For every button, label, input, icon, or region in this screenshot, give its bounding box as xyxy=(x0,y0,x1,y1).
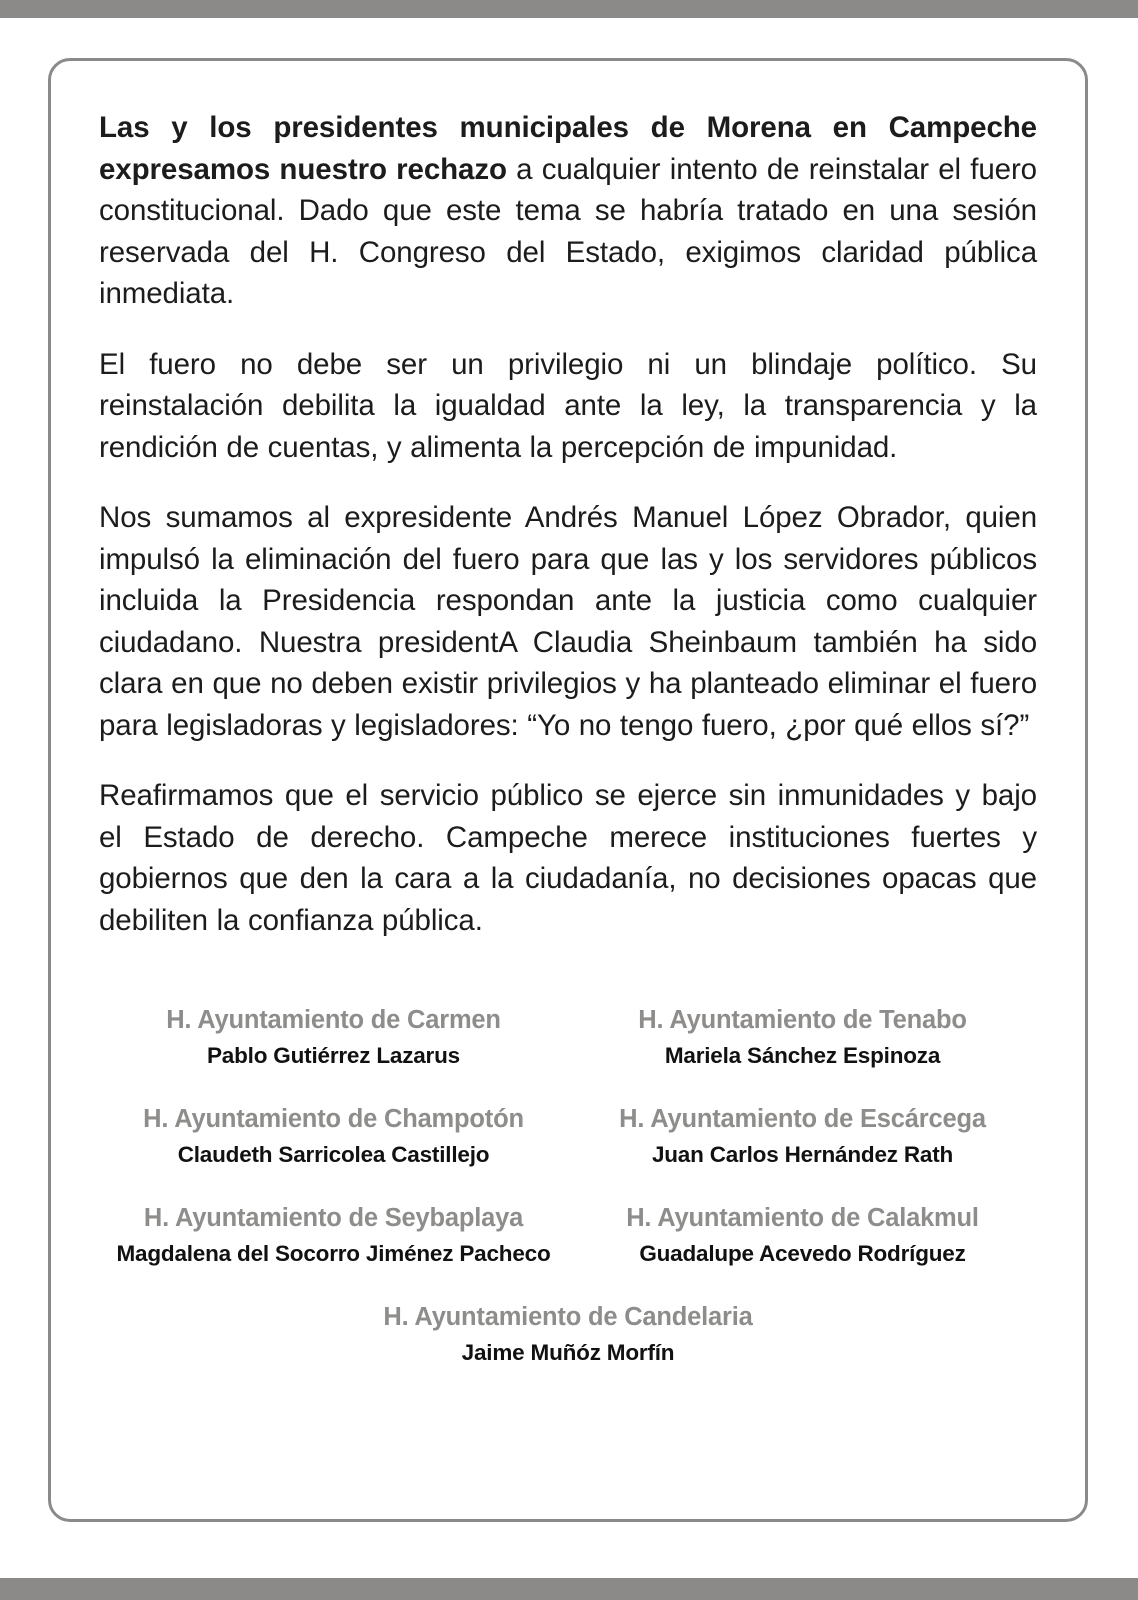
signature-entry-champoton xyxy=(99,1102,568,1171)
signature-org-label: H. Ayuntamiento de Champotón xyxy=(143,1105,524,1133)
signature-person-name: Pablo Gutiérrez Lazarus xyxy=(207,1043,460,1068)
signature-entry-escarcega xyxy=(568,1102,1037,1171)
signature-person-name: Guadalupe Acevedo Rodríguez xyxy=(639,1241,966,1266)
statement-card xyxy=(48,58,1088,1522)
signature-person-name: Juan Carlos Hernández Rath xyxy=(651,1142,954,1167)
signature-entry-tenabo xyxy=(568,1003,1037,1072)
paragraph-1-lead-bold: Las y los presidentes municipales de Morena en Campeche expresamos nuestro rechazo xyxy=(99,111,1037,186)
signature-row xyxy=(99,1201,1037,1270)
page-canvas xyxy=(0,18,1138,1578)
top-decorative-band xyxy=(0,0,1138,18)
signature-org-label: H. Ayuntamiento de Escárcega xyxy=(619,1105,986,1133)
paragraph-1 xyxy=(99,107,1037,315)
signature-org-label: H. Ayuntamiento de Seybaplaya xyxy=(143,1204,524,1232)
signature-entry-seybaplaya xyxy=(99,1201,568,1270)
paragraph-3: Nos sumamos al expresidente Andrés Manuel López Obrador, quien impulsó la eliminación del fuero para que las y los servidores públicos incluida la Presidencia respondan ante la justicia como cualquier ciudadano. Nuestra presidentA Claudia Sheinbaum también ha sido clara en que no deben existir privilegios y ha planteado eliminar el fuero para legisladoras y legisladores: “Yo no tengo fuero, ¿por qué ellos sí?” xyxy=(99,501,1037,742)
signature-row xyxy=(99,1102,1037,1171)
signature-entry-calakmul xyxy=(568,1201,1037,1270)
signature-block xyxy=(99,1003,1037,1369)
signature-entry-candelaria xyxy=(99,1300,1037,1369)
signature-org-label: H. Ayuntamiento de Candelaria xyxy=(383,1303,753,1331)
statement-card-content xyxy=(51,61,1085,1369)
bottom-decorative-band xyxy=(0,1578,1138,1600)
paragraph-1-rest: a cualquier intento de reinstalar el fuero constitucional. Dado que este tema se habría tratado en una sesión reservada del H. Congreso del Estado, exigimos claridad pública inmediata. xyxy=(99,152,1037,310)
signature-person-name: Magdalena del Socorro Jiménez Pacheco xyxy=(116,1241,551,1266)
signature-person-name: Claudeth Sarricolea Castillejo xyxy=(177,1142,490,1167)
signature-person-name: Mariela Sánchez Espinoza xyxy=(664,1043,941,1068)
signature-org-label: H. Ayuntamiento de Carmen xyxy=(166,1006,501,1034)
paragraph-4: Reafirmamos que el servicio público se ejerce sin inmunidades y bajo el Estado de derecho. Campeche merece instituciones fuertes y gobiernos que den la cara a la ciudadanía, no decisiones opacas que debiliten la confianza pública. xyxy=(99,779,1037,937)
paragraph-2: El fuero no debe ser un privilegio ni un blindaje político. Su reinstalación debilita la igualdad ante la ley, la transparencia y la rendición de cuentas, y alimenta la percepción de impunidad. xyxy=(99,347,1037,464)
signature-row xyxy=(99,1003,1037,1072)
signature-person-name: Jaime Muñóz Morfín xyxy=(461,1340,675,1365)
signature-org-label: H. Ayuntamiento de Tenabo xyxy=(638,1006,967,1034)
signature-entry-carmen xyxy=(99,1003,568,1072)
signature-org-label: H. Ayuntamiento de Calakmul xyxy=(626,1204,979,1232)
